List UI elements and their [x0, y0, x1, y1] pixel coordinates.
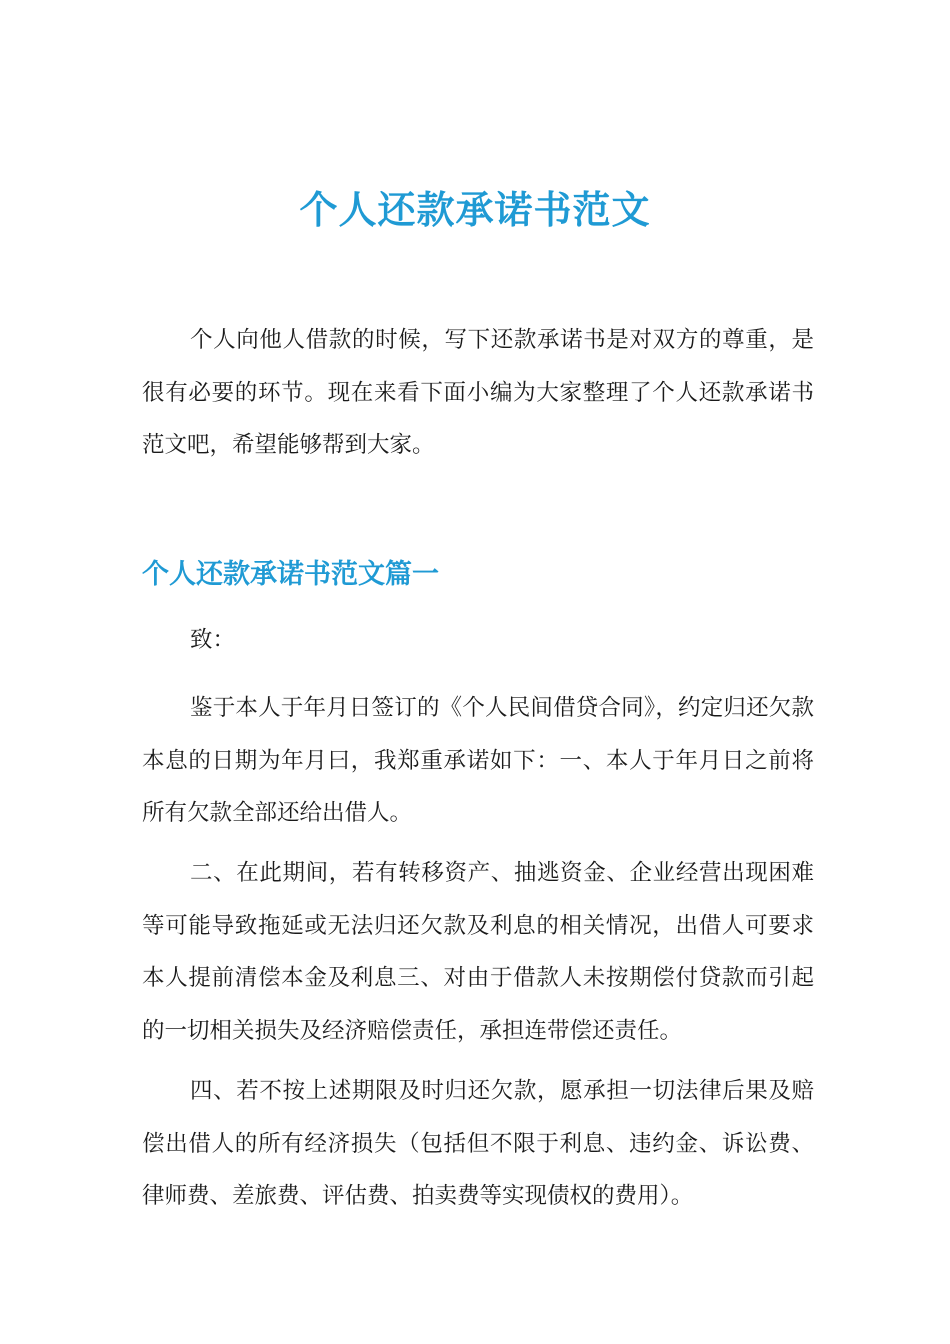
commitment-paragraph-one: 鉴于本人于年月日签订的《个人民间借贷合同》，约定归还欠款本息的日期为年月曰，我郑重承诺如下：一、本人于年月日之前将所有欠款全部还给出借人。	[142, 695, 814, 826]
intro-paragraph: 个人向他人借款的时候，写下还款承诺书是对双方的尊重，是很有必要的环节。现在来看下面小编为大家整理了个人还款承诺书范文吧，希望能够帮到大家。	[142, 327, 814, 458]
commitment-paragraph-four: 四、若不按上述期限及时归还欠款，愿承担一切法律后果及赔偿出借人的所有经济损失（包括但不限于利息、违约金、诉讼费、律师费、差旅费、评估费、拍卖费等实现债权的费用）。	[142, 1078, 814, 1209]
commitment-paragraph-two: 二、在此期间，若有转移资产、抽逃资金、企业经营出现困难等可能导致拖延或无法归还欠款及利息的相关情况，出借人可要求本人提前清偿本金及利息三、对由于借款人未按期偿付贷款而引起的一切相关损失及经济赔偿责任，承担连带偿还责任。	[142, 860, 814, 1044]
salutation-paragraph: 致：	[190, 627, 236, 653]
section-heading: 个人还款承诺书范文篇一	[142, 559, 439, 590]
document-title: 个人还款承诺书范文	[299, 188, 651, 232]
